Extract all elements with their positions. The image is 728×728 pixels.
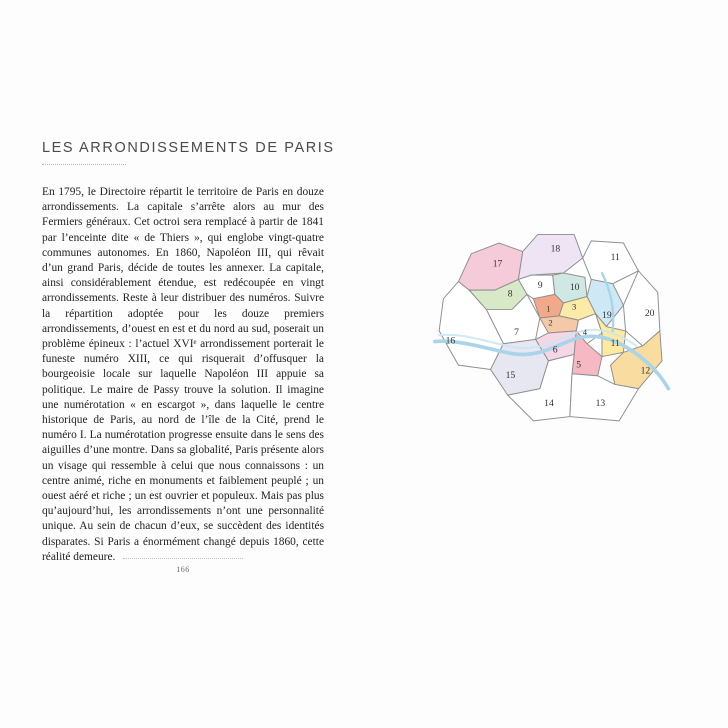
svg-text:10: 10 (569, 282, 580, 294)
svg-text:12: 12 (640, 365, 651, 377)
svg-text:6: 6 (552, 344, 558, 356)
article-body: En 1795, le Directoire répartit le territoire de Paris en douze arrondissements. La capitale s’arrête alors au mur des Fermiers généraux. Cet octroi sera remplacé à partir de 1841 par l’enceinte dite « de Thiers », qui englobe vingt-quatre communes autonomes. En 1860, Napoléon III, qui rêvait d’un grand Paris, décide de toutes les annexer. La capitale, ainsi considérablement étendue, est redécoupée en vingt arrondissements. Reste à leur distribuer des numéros. Suivre la répartition adoptée pour les douze premiers arrondissements, d’ouest en est et du nord au sud, poserait un problème épineux : l’actuel XVIᵉ arrondissement porterait le funeste numéro XIII, ce qui risquerait d’offusquer la bourgeoisie locale sur laquelle Napoléon III appuie sa politique. Le maire de Passy trouve la solution. Il imagine une numérotation « en escargot », dans laquelle le centre historique de Paris, au nord de l’île de la Cité, prend le numéro I. La numérotation progresse ensuite dans le sens des aiguilles d’une montre. Dans sa globalité, Paris présente alors un visage qui ressemble à celui que nous connaissons : un centre animé, riche en monuments et faiblement peuplé ; un ouest aéré et riche ; un est ouvrier et populeux. Mais pas plus qu’aujourd’hui, les arrondissements n’ont une personnalité unique. Au sein de chacun d’eux, se succèdent des identités disparates. Si Paris a énormément changé depuis 1860, cette réalité demeure. (42, 186, 324, 563)
map-district-shapes (439, 234, 662, 420)
svg-text:4: 4 (582, 327, 587, 338)
svg-text:2: 2 (548, 317, 553, 328)
svg-text:13: 13 (595, 397, 606, 409)
district-18 (518, 234, 582, 279)
svg-text:8: 8 (507, 288, 513, 300)
title-divider (42, 164, 126, 165)
svg-text:3: 3 (572, 301, 577, 312)
district-01 (540, 316, 579, 333)
svg-text:19: 19 (602, 310, 612, 321)
article-block (42, 140, 335, 576)
svg-text:16: 16 (445, 335, 456, 347)
svg-text:11: 11 (610, 337, 620, 349)
footer-divider (123, 558, 243, 559)
page-title: LES ARRONDISSEMENTS DE PARIS (42, 140, 335, 156)
svg-text:15: 15 (505, 370, 516, 381)
svg-text:14: 14 (544, 397, 554, 409)
svg-text:9: 9 (537, 280, 543, 291)
paris-arrondissements-map (392, 228, 692, 458)
svg-text:20: 20 (644, 307, 655, 319)
page-footer (42, 558, 324, 574)
svg-text:17: 17 (492, 258, 503, 270)
svg-text:11: 11 (610, 252, 620, 264)
svg-text:5: 5 (576, 359, 582, 371)
svg-text:18: 18 (550, 243, 561, 255)
svg-text:1: 1 (546, 303, 551, 314)
svg-text:7: 7 (514, 327, 519, 339)
folio-number: 166 (176, 565, 190, 574)
